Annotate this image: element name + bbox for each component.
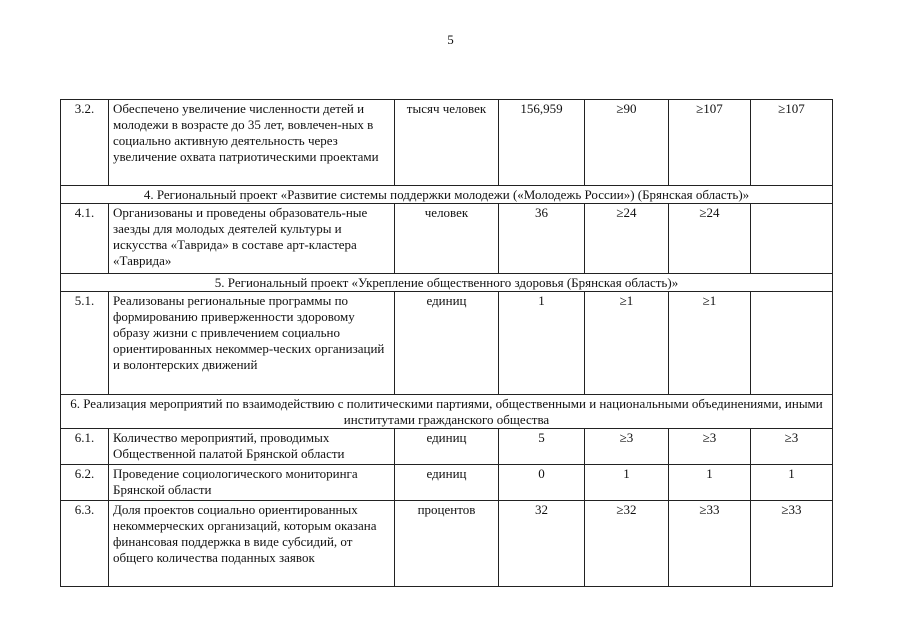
table-row [61, 465, 833, 501]
target-value-3 [751, 292, 833, 395]
target-value-3 [751, 204, 833, 274]
table-row [61, 100, 833, 186]
target-value-3: ≥107 [751, 100, 833, 186]
target-value-1: ≥24 [585, 204, 669, 274]
indicator-text: Проведение социологического мониторинга Брянской области [109, 465, 395, 501]
unit-cell: единиц [395, 292, 499, 395]
section-title: 4. Региональный проект «Развитие системы поддержки молодежи («Молодежь России») (Брянская область)» [61, 186, 833, 204]
unit-cell: тысяч человек [395, 100, 499, 186]
unit-cell: процентов [395, 501, 499, 587]
target-value-1: 1 [585, 465, 669, 501]
section-row [61, 186, 833, 204]
unit-cell: единиц [395, 465, 499, 501]
target-value-1: ≥32 [585, 501, 669, 587]
table-row [61, 429, 833, 465]
unit-cell: человек [395, 204, 499, 274]
row-number: 3.2. [61, 100, 109, 186]
indicator-text: Обеспечено увеличение численности детей и молодежи в возрасте до 35 лет, вовлечен-ных в социально активную деятельность через увеличение охвата патриотическими проектами [109, 100, 395, 186]
target-value-1: ≥1 [585, 292, 669, 395]
base-value: 36 [499, 204, 585, 274]
row-number: 6.1. [61, 429, 109, 465]
table-row [61, 204, 833, 274]
target-value-2: 1 [669, 465, 751, 501]
target-value-3: ≥3 [751, 429, 833, 465]
target-value-2: ≥24 [669, 204, 751, 274]
target-value-2: ≥33 [669, 501, 751, 587]
table-row [61, 292, 833, 395]
indicator-text: Организованы и проведены образователь-ные заезды для молодых деятелей культуры и искусства «Таврида» в составе арт-кластера «Таврида» [109, 204, 395, 274]
target-value-1: ≥3 [585, 429, 669, 465]
base-value: 156,959 [499, 100, 585, 186]
base-value: 5 [499, 429, 585, 465]
section-row [61, 274, 833, 292]
base-value: 0 [499, 465, 585, 501]
indicators-table [60, 99, 833, 587]
section-title: 5. Региональный проект «Укрепление общественного здоровья (Брянская область)» [61, 274, 833, 292]
table-row [61, 501, 833, 587]
row-number: 5.1. [61, 292, 109, 395]
target-value-2: ≥107 [669, 100, 751, 186]
section-row [61, 395, 833, 429]
indicator-text: Количество мероприятий, проводимых Общественной палатой Брянской области [109, 429, 395, 465]
page-number: 5 [447, 32, 454, 47]
base-value: 32 [499, 501, 585, 587]
base-value: 1 [499, 292, 585, 395]
row-number: 4.1. [61, 204, 109, 274]
target-value-1: ≥90 [585, 100, 669, 186]
target-value-3: ≥33 [751, 501, 833, 587]
section-title: 6. Реализация мероприятий по взаимодействию с политическими партиями, общественными и национальными объединениями, иными институтами гражданского общества [61, 395, 833, 429]
target-value-3: 1 [751, 465, 833, 501]
unit-cell: единиц [395, 429, 499, 465]
row-number: 6.3. [61, 501, 109, 587]
target-value-2: ≥3 [669, 429, 751, 465]
indicator-text: Реализованы региональные программы по формированию приверженности здоровому образу жизни с привлечением социально ориентированных некоммер-ческих организаций и волонтерских движений [109, 292, 395, 395]
target-value-2: ≥1 [669, 292, 751, 395]
row-number: 6.2. [61, 465, 109, 501]
indicator-text: Доля проектов социально ориентированных некоммерческих организаций, которым оказана финансовая поддержка в виде субсидий, от общего количества поданных заявок [109, 501, 395, 587]
